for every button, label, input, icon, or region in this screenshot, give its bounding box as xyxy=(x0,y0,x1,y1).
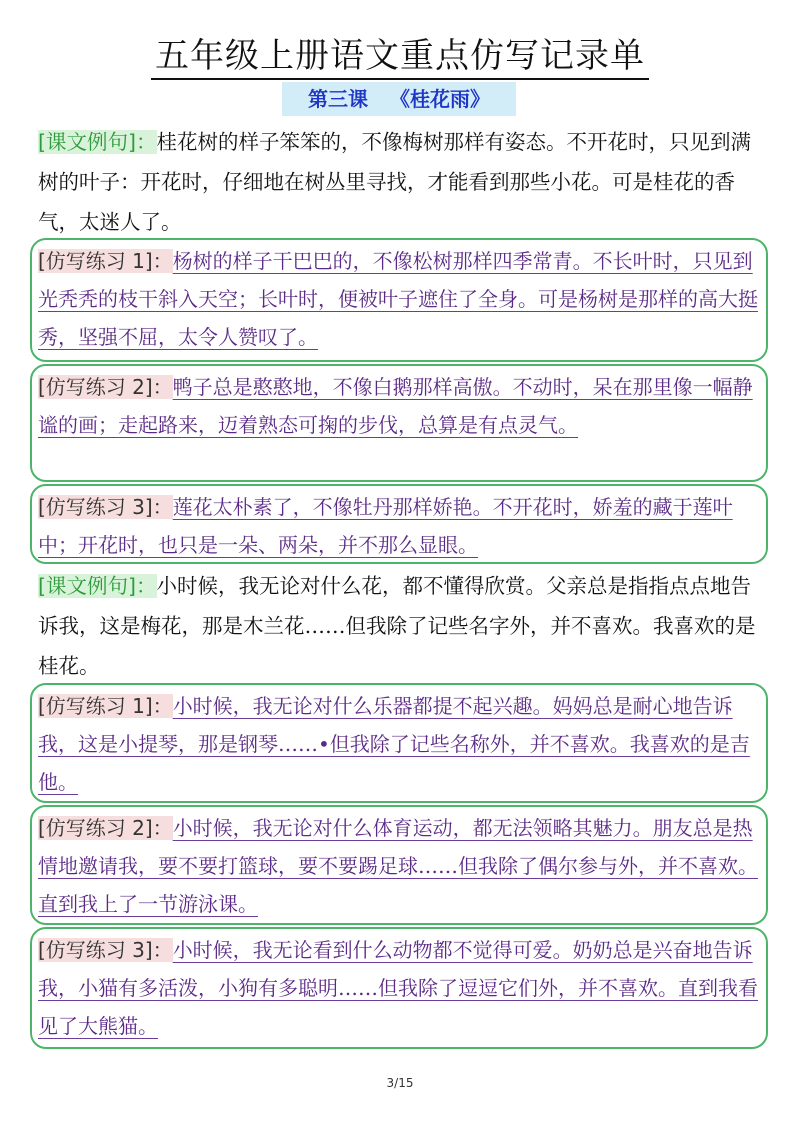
example-tag: [课文例句]： xyxy=(38,574,157,598)
practice-tag: [仿写练习 2]： xyxy=(38,375,173,399)
practice-text: 杨树的样子干巴巴的，不像松树那样四季常青。不长叶时，只见到光秃秃的枝干斜入天空；长叶时，便被叶子遮住了全身。可是杨树是那样的高大挺秀，坚强不屈，太令人赞叹了。 xyxy=(38,249,758,349)
example-text: 桂花树的样子笨笨的，不像梅树那样有姿态。不开花时，只见到满树的叶子：开花时，仔细地在树丛里寻找，才能看到那些小花。可是桂花的香气，太迷人了。 xyxy=(38,130,751,234)
practice-box xyxy=(30,683,768,803)
practice-tag: [仿写练习 3]： xyxy=(38,495,173,519)
practice-box xyxy=(30,927,768,1049)
lesson-name: 《桂花雨》 xyxy=(390,87,490,111)
practice-tag: [仿写练习 1]： xyxy=(38,694,173,718)
practice-text: 莲花太朴素了，不像牡丹那样娇艳。不开花时，娇羞的藏于莲叶中；开花时，也只是一朵、两朵，并不那么显眼。 xyxy=(38,495,733,557)
practice-text: 小时候，我无论对什么体育运动，都无法领略其魅力。朋友总是热情地邀请我，要不要打篮球，要不要踢足球……但我除了偶尔参与外，并不喜欢。直到我上了一节游泳课。 xyxy=(38,816,758,916)
practice-box xyxy=(30,364,768,482)
practice-tag: [仿写练习 1]： xyxy=(38,249,173,273)
text-example xyxy=(38,566,768,686)
example-text: 小时候，我无论对什么花，都不懂得欣赏。父亲总是指指点点地告诉我，这是梅花，那是木兰花……但我除了记些名字外，并不喜欢。我喜欢的是桂花。 xyxy=(38,574,756,678)
practice-tag: [仿写练习 2]： xyxy=(38,816,173,840)
practice-box xyxy=(30,484,768,564)
lesson-number: 第三课 xyxy=(308,87,368,111)
text-example xyxy=(38,122,768,242)
practice-text: 小时候，我无论看到什么动物都不觉得可爱。奶奶总是兴奋地告诉我，小猫有多活泼，小狗有多聪明……但我除了逗逗它们外，并不喜欢。直到我看见了大熊猫。 xyxy=(38,938,758,1038)
example-tag: [课文例句]： xyxy=(38,130,157,154)
page-title: 五年级上册语文重点仿写记录单 xyxy=(0,34,800,78)
practice-box xyxy=(30,238,768,362)
page-number: 3/15 xyxy=(386,1076,414,1090)
practice-tag: [仿写练习 3]： xyxy=(38,938,173,962)
practice-box xyxy=(30,805,768,925)
practice-text: 鸭子总是憨憨地，不像白鹅那样高傲。不动时，呆在那里像一幅静谧的画；走起路来，迈着熟态可掬的步伐，总算是有点灵气。 xyxy=(38,375,753,437)
practice-text: 小时候，我无论对什么乐器都提不起兴趣。妈妈总是耐心地告诉我，这是小提琴，那是钢琴……•但我除了记些名称外，并不喜欢。我喜欢的是吉他。 xyxy=(38,694,750,794)
lesson-heading xyxy=(282,82,516,116)
